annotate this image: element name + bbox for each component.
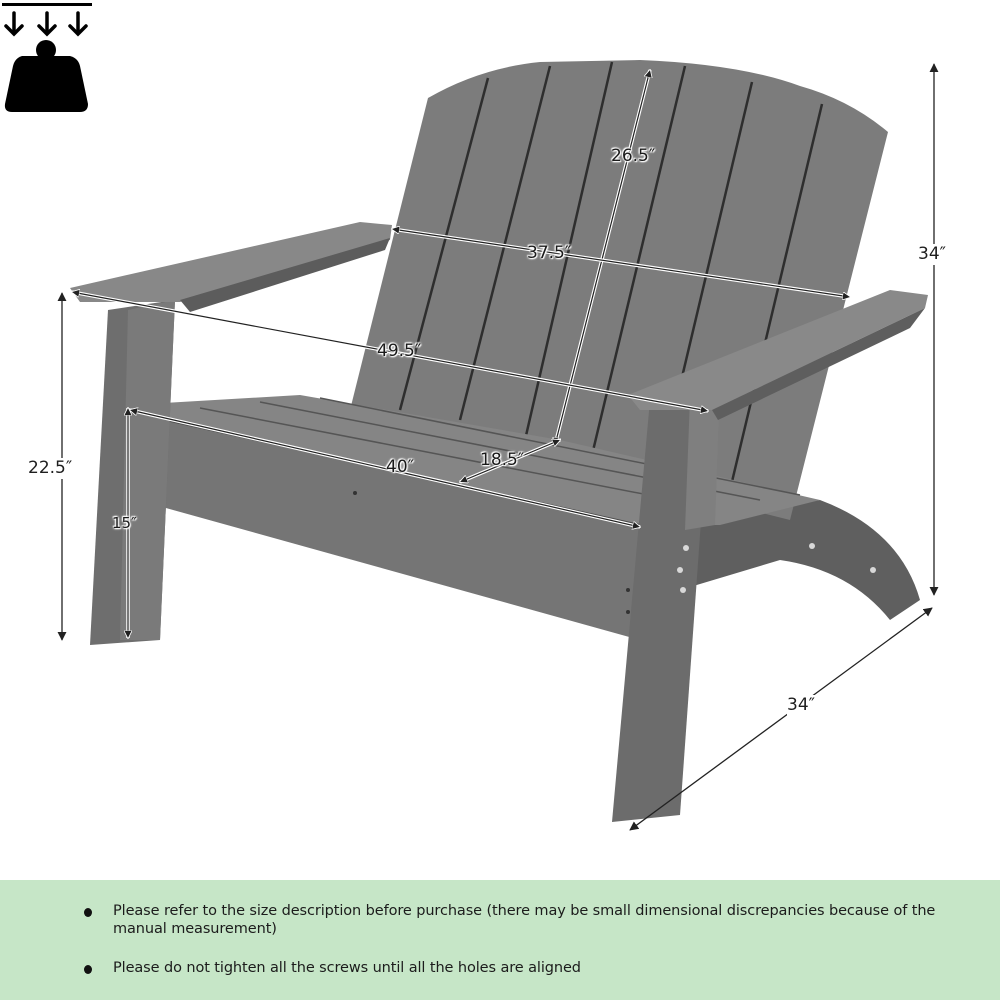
dim-seat-height: 15″ — [112, 514, 137, 532]
dim-armrest-height: 22.5″ — [28, 458, 73, 478]
weight-unit: lbs — [102, 113, 132, 133]
dim-backrest-height: 26.5″ — [611, 146, 656, 166]
note-item: Please refer to the size description before purchase (there may be small dimensional discrepancies because of the manual measurement) — [84, 902, 943, 938]
dim-backrest-width: 37.5″ — [527, 243, 572, 263]
dim-overall-depth: 34″ — [787, 695, 815, 715]
weight-load-icon — [0, 0, 94, 116]
weight-value: 660 — [99, 94, 135, 114]
notes-panel — [0, 880, 1000, 1000]
note-item: Please do not tighten all the screws until all the holes are aligned — [84, 959, 943, 977]
bullet-icon — [84, 965, 92, 974]
dim-seat-depth: 18.5″ — [480, 450, 525, 470]
dim-seat-width: 40″ — [386, 457, 414, 477]
bullet-icon — [84, 908, 92, 917]
dim-overall-height: 34″ — [918, 244, 946, 264]
dim-overall-width: 49.5″ — [377, 341, 422, 361]
